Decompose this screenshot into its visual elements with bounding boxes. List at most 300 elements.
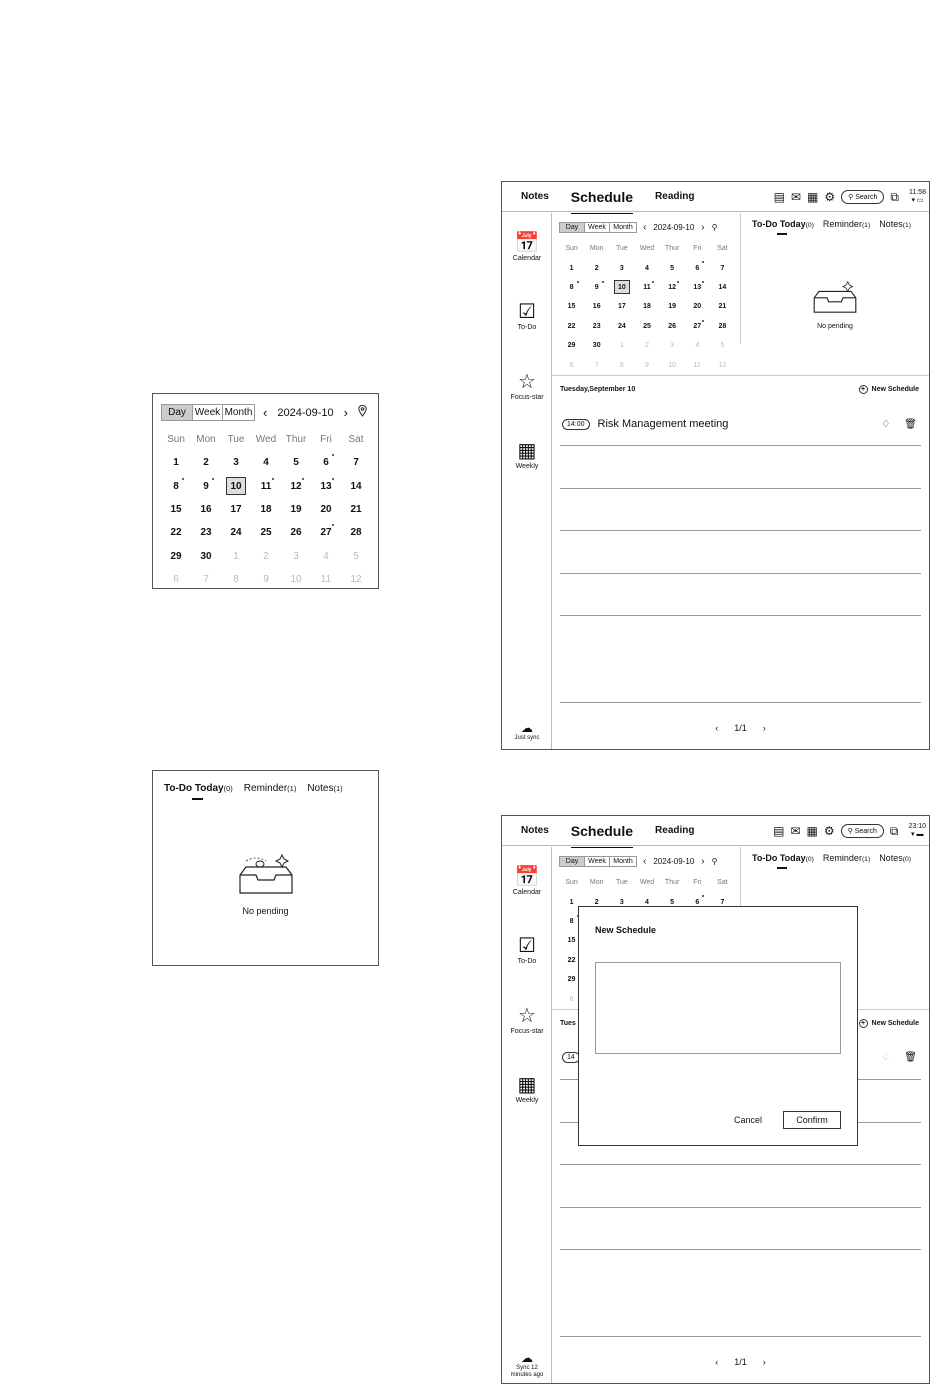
calendar-day-number: 13 bbox=[693, 283, 702, 291]
calendar-day-number: 18 bbox=[643, 303, 651, 311]
line bbox=[560, 702, 921, 703]
calendar-day-number: 7 bbox=[720, 264, 725, 272]
calendar-day-number: 13 bbox=[320, 480, 332, 492]
calendar-day-number: 1 bbox=[619, 342, 624, 350]
calendar-day-number: 8 bbox=[569, 283, 574, 291]
calendar-day-number: 18 bbox=[260, 504, 272, 516]
calendar-day-number: 5 bbox=[353, 550, 359, 562]
calendar-day[interactable] bbox=[609, 258, 634, 277]
sidebar-item-calendar[interactable]: 📅 Calendar bbox=[502, 865, 552, 896]
weekday-label: Fri bbox=[320, 434, 332, 445]
next-icon[interactable]: › bbox=[343, 405, 348, 420]
weekday-label: Tue bbox=[615, 879, 628, 886]
sidebar bbox=[502, 847, 552, 1383]
trash-icon[interactable]: 🗑 bbox=[904, 418, 917, 430]
calendar-day-number: 8 bbox=[619, 361, 624, 369]
empty-state-text: No pending bbox=[242, 906, 289, 916]
sidebar bbox=[502, 213, 552, 749]
calendar-day-number: 20 bbox=[320, 504, 332, 516]
apps-icon[interactable]: ▦ bbox=[806, 824, 818, 838]
calendar-day-number: 2 bbox=[594, 898, 599, 906]
calendar-day[interactable] bbox=[251, 498, 281, 521]
weekday-label: Sat bbox=[717, 245, 728, 252]
calendar-day[interactable] bbox=[341, 475, 371, 498]
calendar-day[interactable] bbox=[559, 278, 584, 297]
sidebar-item-calendar[interactable]: 📅 Calendar bbox=[502, 231, 552, 262]
calendar-day-number: 16 bbox=[592, 303, 601, 311]
calendar-day[interactable] bbox=[281, 498, 311, 521]
next-page-icon[interactable]: › bbox=[762, 1357, 766, 1367]
calendar-day[interactable] bbox=[221, 568, 251, 591]
scan-icon[interactable]: ▤ bbox=[773, 190, 785, 204]
weekday-label: Sun bbox=[167, 434, 185, 445]
top-bar bbox=[502, 816, 929, 846]
plus-icon: + bbox=[859, 385, 868, 394]
calendar-day[interactable] bbox=[710, 336, 735, 355]
calendar-day-number: 8 bbox=[233, 573, 239, 585]
calendar-day[interactable] bbox=[341, 498, 371, 521]
calendar-day-number: 27 bbox=[320, 527, 332, 539]
calendar-day-number: 22 bbox=[567, 956, 576, 964]
calendar-day-number: 15 bbox=[567, 937, 576, 945]
calendar-day-number: 6 bbox=[569, 361, 574, 369]
weekly-icon: ▦ bbox=[517, 1074, 537, 1096]
calendar-day[interactable] bbox=[660, 317, 685, 336]
calendar-day-number: 12 bbox=[290, 480, 302, 492]
calendar-day[interactable] bbox=[341, 568, 371, 591]
empty-state bbox=[153, 853, 378, 916]
day-view-button[interactable]: Day bbox=[560, 857, 585, 866]
tab-reminder[interactable]: Reminder(1) bbox=[243, 783, 297, 794]
new-schedule-button[interactable]: + New Schedule bbox=[859, 1019, 919, 1028]
weekday-label: Thur bbox=[664, 879, 680, 886]
calendar-day[interactable] bbox=[660, 297, 685, 316]
calendar-day[interactable] bbox=[685, 355, 710, 374]
status-clock: 11:58 ▾ ▭ bbox=[909, 189, 926, 204]
checklist-icon: ☑ bbox=[518, 301, 536, 323]
calendar-day[interactable] bbox=[281, 544, 311, 567]
calendar-day-number: 26 bbox=[668, 322, 677, 330]
calendar-day-number: 11 bbox=[693, 361, 701, 369]
search-button[interactable]: ⚲ Search bbox=[841, 824, 884, 838]
calendar-day-number: 4 bbox=[645, 264, 649, 272]
sync-status[interactable]: ☁ Just sync bbox=[502, 721, 552, 742]
calendar-day[interactable] bbox=[311, 521, 341, 544]
calendar-day-number: 7 bbox=[720, 898, 725, 906]
calendar-day[interactable] bbox=[191, 475, 221, 498]
location-icon[interactable]: ⚲ bbox=[711, 857, 718, 866]
week-view-button[interactable]: Week bbox=[585, 223, 610, 232]
calendar-day-number: 4 bbox=[695, 342, 700, 350]
new-schedule-button[interactable]: + New Schedule bbox=[859, 385, 919, 394]
star-icon: ☆ bbox=[518, 371, 536, 393]
calendar-day-number: 1 bbox=[569, 898, 574, 906]
calendar-date: 2024-09-10 bbox=[277, 406, 334, 419]
calendar-day[interactable] bbox=[634, 317, 659, 336]
calendar-day-number: 3 bbox=[233, 457, 239, 469]
calendar-day[interactable] bbox=[634, 336, 659, 355]
calendar-day[interactable] bbox=[341, 521, 371, 544]
bell-off-icon[interactable]: ♢ bbox=[881, 1052, 891, 1063]
line bbox=[560, 1164, 921, 1165]
calendar-day-number: 23 bbox=[200, 527, 212, 539]
tab-reminder[interactable]: Reminder(1) bbox=[822, 219, 871, 229]
next-icon[interactable]: › bbox=[701, 222, 705, 233]
plus-icon: + bbox=[859, 1019, 868, 1028]
line bbox=[560, 1249, 921, 1250]
weekday-label: Tue bbox=[227, 434, 245, 445]
nav-notes[interactable]: Notes bbox=[521, 191, 549, 202]
calendar-day[interactable] bbox=[559, 297, 584, 316]
sidebar-item-focus-star[interactable]: ☆ Focus-star bbox=[502, 1004, 552, 1035]
calendar-day-number: 4 bbox=[323, 550, 329, 562]
calendar-day[interactable] bbox=[251, 451, 281, 474]
calendar-day[interactable] bbox=[311, 544, 341, 567]
calendar-day[interactable] bbox=[710, 317, 735, 336]
calendar-day-number: 2 bbox=[203, 457, 209, 469]
calendar-day[interactable] bbox=[281, 521, 311, 544]
tab-reminder[interactable]: Reminder(1) bbox=[822, 853, 871, 863]
calendar-day[interactable] bbox=[710, 258, 735, 277]
calendar-day[interactable] bbox=[221, 475, 251, 498]
cancel-button[interactable]: Cancel bbox=[734, 1115, 763, 1125]
calendar-day[interactable] bbox=[281, 451, 311, 474]
line bbox=[560, 1207, 921, 1208]
sidebar-item-todo[interactable]: ☑ To-Do bbox=[502, 300, 552, 331]
calendar-day-number: 23 bbox=[592, 322, 601, 330]
top-icons bbox=[774, 182, 929, 212]
calendar-day[interactable] bbox=[609, 278, 634, 297]
mini-calendar bbox=[559, 222, 735, 375]
gear-icon[interactable]: ⚙ bbox=[823, 824, 835, 838]
calendar-day-number: 30 bbox=[592, 342, 601, 350]
calendar-day[interactable] bbox=[191, 521, 221, 544]
calendar-day-number: 6 bbox=[569, 995, 574, 1003]
calendar-icon: 📅 bbox=[514, 232, 540, 254]
calendar-day[interactable] bbox=[221, 544, 251, 567]
calendar-day-number: 5 bbox=[720, 342, 725, 350]
calendar-day[interactable] bbox=[191, 498, 221, 521]
line bbox=[560, 1336, 921, 1337]
month-view-button[interactable]: Month bbox=[613, 224, 633, 231]
schedule-date-row bbox=[560, 385, 919, 394]
calendar-day-number: 22 bbox=[170, 527, 182, 539]
nav-reading[interactable]: Reading bbox=[655, 191, 695, 202]
calendar-day[interactable] bbox=[660, 336, 685, 355]
calendar-grid bbox=[161, 428, 371, 591]
calendar-day-number: 3 bbox=[619, 264, 624, 272]
calendar-day-number: 14 bbox=[350, 480, 362, 492]
search-button[interactable]: ⚲ Search bbox=[841, 190, 884, 204]
calendar-day-number: 8 bbox=[569, 917, 574, 925]
next-page-icon[interactable]: › bbox=[762, 723, 766, 733]
tab-todo-today[interactable]: To-Do Today(0) bbox=[164, 783, 233, 794]
weekday-label: Wed bbox=[639, 245, 655, 252]
calendar-day[interactable] bbox=[251, 568, 281, 591]
calendar-day[interactable] bbox=[559, 336, 584, 355]
divider bbox=[552, 375, 929, 376]
calendar-day[interactable] bbox=[161, 475, 191, 498]
calendar-day[interactable] bbox=[660, 258, 685, 277]
calendar-day[interactable] bbox=[609, 297, 634, 316]
calendar-day[interactable] bbox=[584, 258, 609, 277]
calendar-day-number: 20 bbox=[693, 303, 702, 311]
calendar-day[interactable] bbox=[660, 355, 685, 374]
calendar-day[interactable] bbox=[584, 278, 609, 297]
prev-icon[interactable]: ‹ bbox=[263, 405, 268, 420]
calendar-day-number: 9 bbox=[594, 283, 599, 291]
line bbox=[560, 530, 921, 531]
calendar-day-number: 2 bbox=[263, 550, 269, 562]
checklist-icon: ☑ bbox=[518, 935, 536, 957]
top-icons bbox=[773, 816, 929, 846]
calendar-day-number: 25 bbox=[643, 322, 651, 330]
nav-schedule[interactable]: Schedule bbox=[570, 822, 634, 839]
calendar-day-number: 10 bbox=[614, 280, 630, 294]
new-schedule-dialog bbox=[578, 906, 858, 1146]
calendar-day[interactable] bbox=[710, 355, 735, 374]
sidebar-item-weekly[interactable]: ▦ Weekly bbox=[502, 439, 552, 470]
schedule-event[interactable] bbox=[562, 418, 917, 430]
calendar-day-number: 30 bbox=[200, 550, 212, 562]
tab-notes[interactable]: Notes(0) bbox=[879, 853, 911, 863]
weekday-label: Wed bbox=[639, 879, 655, 886]
calendar-day-number: 3 bbox=[619, 898, 624, 906]
calendar-day[interactable] bbox=[710, 278, 735, 297]
calendar-day[interactable] bbox=[311, 475, 341, 498]
calendar-day[interactable] bbox=[161, 544, 191, 567]
calendar-day-number: 4 bbox=[645, 898, 649, 906]
apps-icon[interactable]: ▦ bbox=[807, 190, 819, 204]
calendar-day[interactable] bbox=[685, 336, 710, 355]
calendar-day[interactable] bbox=[161, 451, 191, 474]
empty-state bbox=[741, 280, 929, 330]
calendar-day-number: 29 bbox=[567, 342, 576, 350]
calendar-day-number: 17 bbox=[617, 303, 626, 311]
calendar-day-number: 1 bbox=[173, 457, 179, 469]
calendar-day[interactable] bbox=[161, 568, 191, 591]
calendar-day-number: 28 bbox=[718, 322, 727, 330]
calendar-day[interactable] bbox=[685, 258, 710, 277]
calendar-day[interactable] bbox=[584, 317, 609, 336]
calendar-day-number: 15 bbox=[567, 303, 576, 311]
window-icon[interactable]: ⧉ bbox=[889, 823, 899, 838]
calendar-day[interactable] bbox=[685, 297, 710, 316]
calendar-date: 2024-09-10 bbox=[653, 223, 695, 232]
calendar-day-number: 9 bbox=[203, 480, 209, 492]
weekday-label: Mon bbox=[589, 879, 604, 886]
calendar-day[interactable] bbox=[311, 568, 341, 591]
pager bbox=[552, 1357, 929, 1367]
window-icon[interactable]: ⧉ bbox=[890, 189, 899, 204]
calendar-day[interactable] bbox=[251, 544, 281, 567]
calendar-day-number: 7 bbox=[353, 457, 359, 469]
calendar-day-number: 19 bbox=[668, 303, 677, 311]
sync-status[interactable]: ☁ Sync 12 minutes ago bbox=[502, 1351, 552, 1379]
calendar-grid bbox=[559, 239, 735, 375]
calendar-day-number: 26 bbox=[290, 527, 302, 539]
calendar-day[interactable] bbox=[251, 475, 281, 498]
calendar-day-number: 7 bbox=[203, 573, 209, 585]
calendar-day-number: 5 bbox=[293, 457, 299, 469]
tab-todo-today[interactable]: To-Do Today(0) bbox=[752, 219, 814, 229]
calendar-day[interactable] bbox=[311, 498, 341, 521]
calendar-day-number: 3 bbox=[670, 342, 675, 350]
next-icon[interactable]: › bbox=[701, 856, 705, 867]
schedule-text-input[interactable] bbox=[595, 962, 841, 1054]
sidebar-item-focus-star[interactable]: ☆ Focus-star bbox=[502, 370, 552, 401]
calendar-day[interactable] bbox=[584, 355, 609, 374]
calendar-day-number: 12 bbox=[350, 573, 362, 585]
tab-notes[interactable]: Notes(1) bbox=[879, 219, 911, 229]
calendar-day[interactable] bbox=[634, 355, 659, 374]
calendar-day[interactable] bbox=[634, 258, 659, 277]
calendar-day[interactable] bbox=[660, 278, 685, 297]
calendar-day[interactable] bbox=[609, 336, 634, 355]
device-screen-1 bbox=[501, 181, 930, 750]
calendar-day[interactable] bbox=[341, 451, 371, 474]
dialog-title: New Schedule bbox=[595, 925, 657, 935]
location-icon[interactable]: ⚲ bbox=[711, 223, 718, 232]
calendar-day[interactable] bbox=[710, 297, 735, 316]
calendar-day[interactable] bbox=[191, 544, 221, 567]
calendar-day[interactable] bbox=[161, 498, 191, 521]
calendar-day-number: 11 bbox=[320, 573, 332, 585]
confirm-button[interactable]: Confirm bbox=[783, 1111, 841, 1129]
calendar-day-number: 24 bbox=[230, 527, 242, 539]
location-icon[interactable] bbox=[358, 405, 367, 420]
todo-tabs bbox=[752, 219, 911, 229]
calendar-icon: 📅 bbox=[514, 866, 540, 888]
calendar-day-number: 16 bbox=[200, 504, 212, 516]
calendar-day[interactable] bbox=[559, 258, 584, 277]
calendar-day[interactable] bbox=[281, 475, 311, 498]
calendar-day-number: 5 bbox=[670, 264, 675, 272]
weekday-label: Wed bbox=[255, 434, 277, 445]
weekday-label: Thur bbox=[285, 434, 307, 445]
calendar-day-number: 2 bbox=[594, 264, 599, 272]
calendar-day[interactable] bbox=[559, 317, 584, 336]
calendar-day-number: 28 bbox=[350, 527, 362, 539]
calendar-day-number: 5 bbox=[670, 898, 675, 906]
date-heading: Tuesday,September 10 bbox=[560, 386, 636, 393]
page-indicator: 1/1 bbox=[734, 1357, 747, 1367]
mail-icon[interactable]: ✉ bbox=[790, 824, 801, 838]
nav-notes[interactable]: Notes bbox=[521, 825, 549, 836]
scan-icon[interactable]: ▤ bbox=[773, 824, 785, 838]
weekday-label: Mon bbox=[589, 245, 604, 252]
calendar-day-number: 14 bbox=[718, 283, 727, 291]
todo-tabs bbox=[752, 853, 911, 863]
calendar-day[interactable] bbox=[191, 451, 221, 474]
calendar-day-number: 24 bbox=[617, 322, 626, 330]
calendar-day[interactable] bbox=[221, 521, 251, 544]
calendar-day[interactable] bbox=[609, 317, 634, 336]
calendar-day[interactable] bbox=[311, 451, 341, 474]
calendar-day-number: 6 bbox=[695, 264, 700, 272]
calendar-day[interactable] bbox=[609, 355, 634, 374]
calendar-day[interactable] bbox=[584, 297, 609, 316]
calendar-day-number: 21 bbox=[718, 303, 727, 311]
star-icon: ☆ bbox=[518, 1005, 536, 1027]
calendar-day[interactable] bbox=[685, 278, 710, 297]
date-heading: Tues bbox=[560, 1020, 576, 1027]
calendar-date: 2024-09-10 bbox=[653, 857, 695, 866]
calendar-day[interactable] bbox=[341, 544, 371, 567]
prev-icon[interactable]: ‹ bbox=[643, 856, 647, 867]
calendar-day[interactable] bbox=[221, 498, 251, 521]
week-view-button[interactable]: Week bbox=[193, 405, 223, 420]
tab-todo-today[interactable]: To-Do Today(0) bbox=[752, 853, 814, 863]
month-view-button[interactable]: Month bbox=[613, 858, 633, 865]
calendar-day[interactable] bbox=[685, 317, 710, 336]
weekday-label: Tue bbox=[615, 245, 628, 252]
weekday-label: Sun bbox=[565, 879, 578, 886]
calendar-day[interactable] bbox=[191, 568, 221, 591]
calendar-day[interactable] bbox=[634, 278, 659, 297]
prev-icon[interactable]: ‹ bbox=[643, 222, 647, 233]
calendar-day-number: 11 bbox=[643, 283, 651, 291]
weekday-label: Sat bbox=[717, 879, 728, 886]
line bbox=[560, 488, 921, 489]
prev-page-icon[interactable]: ‹ bbox=[715, 723, 719, 733]
calendar-header bbox=[161, 404, 367, 421]
day-view-button[interactable]: Day bbox=[560, 223, 585, 232]
weekday-label: Mon bbox=[196, 434, 216, 445]
calendar-day-number: 3 bbox=[293, 550, 299, 562]
weekday-label: Thur bbox=[664, 245, 680, 252]
day-view-button[interactable]: Day bbox=[162, 405, 193, 420]
calendar-day[interactable] bbox=[584, 336, 609, 355]
calendar-day[interactable] bbox=[559, 355, 584, 374]
nav-reading[interactable]: Reading bbox=[655, 825, 695, 836]
gear-icon[interactable]: ⚙ bbox=[824, 190, 836, 204]
month-view-button[interactable]: Month bbox=[224, 407, 253, 418]
calendar-day[interactable] bbox=[251, 521, 281, 544]
calendar-day-number: 29 bbox=[170, 550, 182, 562]
nav-schedule[interactable]: Schedule bbox=[570, 188, 634, 205]
calendar-day[interactable] bbox=[634, 297, 659, 316]
cloud-icon: ☁ bbox=[521, 721, 533, 735]
bell-icon[interactable]: ♢ bbox=[881, 418, 891, 430]
calendar-day-number: 7 bbox=[594, 361, 599, 369]
calendar-day-number: 12 bbox=[668, 283, 677, 291]
calendar-day[interactable] bbox=[161, 521, 191, 544]
calendar-panel bbox=[152, 393, 379, 589]
calendar-day[interactable] bbox=[281, 568, 311, 591]
calendar-day-number: 10 bbox=[668, 361, 677, 369]
empty-state-text: No pending bbox=[817, 323, 853, 330]
calendar-day-number: 6 bbox=[695, 898, 700, 906]
tab-notes[interactable]: Notes(1) bbox=[307, 783, 343, 794]
todo-panel bbox=[152, 770, 379, 966]
sidebar-item-weekly[interactable]: ▦ Weekly bbox=[502, 1073, 552, 1104]
calendar-day[interactable] bbox=[221, 451, 251, 474]
empty-tray-icon bbox=[236, 853, 296, 900]
weekly-icon: ▦ bbox=[517, 440, 537, 462]
calendar-day-number: 29 bbox=[567, 976, 576, 984]
sidebar-item-todo[interactable]: ☑ To-Do bbox=[502, 934, 552, 965]
mail-icon[interactable]: ✉ bbox=[790, 190, 802, 204]
pager bbox=[552, 723, 929, 733]
calendar-day-number: 10 bbox=[226, 477, 246, 495]
calendar-day-number: 9 bbox=[263, 573, 269, 585]
weekday-label: Sat bbox=[348, 434, 364, 445]
week-view-button[interactable]: Week bbox=[585, 857, 610, 866]
status-clock: 23:10 ▾ ▬ bbox=[908, 823, 926, 838]
trash-icon[interactable]: 🗑 bbox=[904, 1052, 917, 1063]
prev-page-icon[interactable]: ‹ bbox=[715, 1357, 719, 1367]
